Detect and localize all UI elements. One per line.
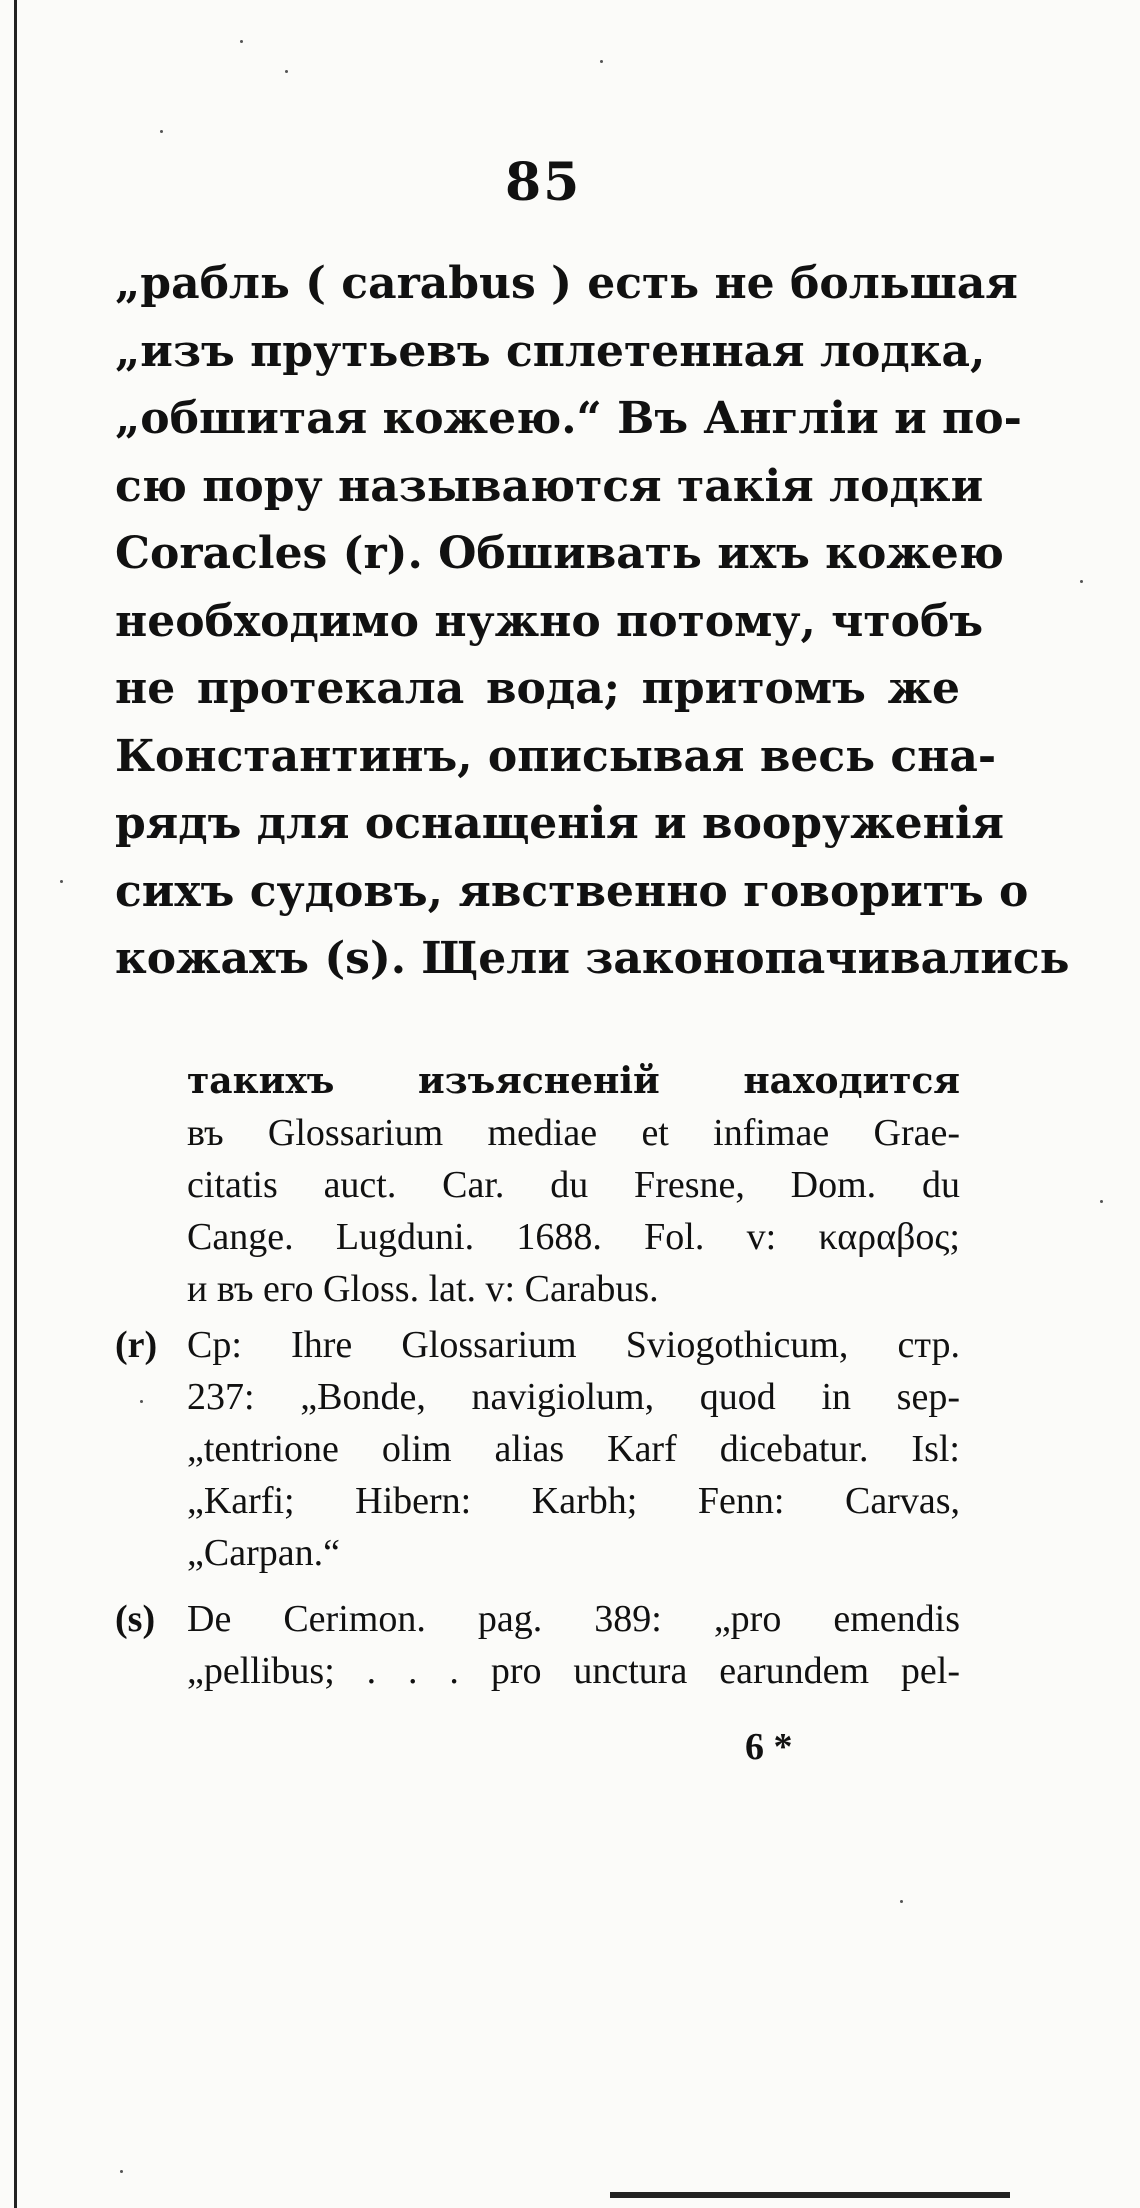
footnote-line: 237: „Bonde, navigiolum, quod in sep- xyxy=(187,1376,960,1418)
main-text-block xyxy=(115,250,1070,993)
page-number: 85 xyxy=(505,152,582,213)
paper-speck xyxy=(60,880,63,883)
main-line: „рабль ( carabus ) есть не большая xyxy=(115,258,1018,309)
paper-speck xyxy=(160,130,163,133)
main-line: кожахъ (s). Щели законопачивались xyxy=(115,933,1070,984)
paper-speck xyxy=(285,70,288,73)
footnote-line: Cange. Lugduni. 1688. Fol. v: καραβος; xyxy=(187,1216,960,1258)
footnote-line: и въ его Gloss. lat. v: Carabus. xyxy=(187,1268,659,1310)
main-line: Константинъ, описывая весь сна- xyxy=(115,730,997,782)
footnote-marker: (s) xyxy=(115,1598,156,1640)
main-line: рядъ для оснащенія и вооруженія xyxy=(115,798,1005,849)
paper-speck xyxy=(240,40,243,43)
footnote-line: въ Glossarium mediae et infimae Grae- xyxy=(187,1112,960,1154)
catchword: 6 * xyxy=(745,1726,793,1768)
paper-speck xyxy=(140,1400,143,1403)
main-line: Coracles (r). Обшивать ихъ кожею xyxy=(115,528,1004,579)
main-line: сю пору называются такія лодки xyxy=(115,460,984,512)
paper-speck xyxy=(1100,1200,1103,1203)
paper-speck xyxy=(120,2170,123,2173)
footnote-line: „Karfi; Hibern: Karbh; Fenn: Carvas, xyxy=(187,1480,960,1522)
footnote-continuation xyxy=(115,1055,960,1315)
footnote-line: „pellibus; . . . pro unctura earundem pel- xyxy=(187,1650,960,1692)
footnote-line: „tentrione olim alias Karf dicebatur. Isl: xyxy=(187,1428,960,1470)
paper-speck xyxy=(1080,580,1083,583)
footnote-marker: (r) xyxy=(115,1324,158,1366)
footnote-line: Ср: Ihre Glossarium Sviogothicum, стр. xyxy=(187,1324,960,1366)
footnote-s xyxy=(115,1593,960,1697)
bottom-edge-rule xyxy=(610,2192,1010,2198)
footnote-line: citatis auct. Car. du Fresne, Dom. du xyxy=(187,1164,960,1206)
footnote-r xyxy=(115,1319,960,1579)
main-line: „изъ прутьевъ сплетенная лодка, xyxy=(115,325,986,377)
paper-speck xyxy=(900,1900,903,1903)
paper-speck xyxy=(600,60,603,63)
footnote-line: De Cerimon. pag. 389: „pro emendis xyxy=(187,1598,960,1640)
footnotes-block xyxy=(115,1055,960,1697)
main-line: не протекала вода; притомъ же xyxy=(115,663,960,714)
main-line: „обшитая кожею.“ Въ Англіи и по- xyxy=(115,393,1022,444)
main-line: необходимо нужно потому, чтобъ xyxy=(115,595,984,647)
footnote-line: „Carpan.“ xyxy=(187,1532,340,1574)
main-line: сихъ судовъ, явственно говоритъ о xyxy=(115,865,1029,917)
page-edge-rule xyxy=(14,0,17,2208)
footnote-line: такихъ изъясненій находится xyxy=(187,1060,960,1102)
